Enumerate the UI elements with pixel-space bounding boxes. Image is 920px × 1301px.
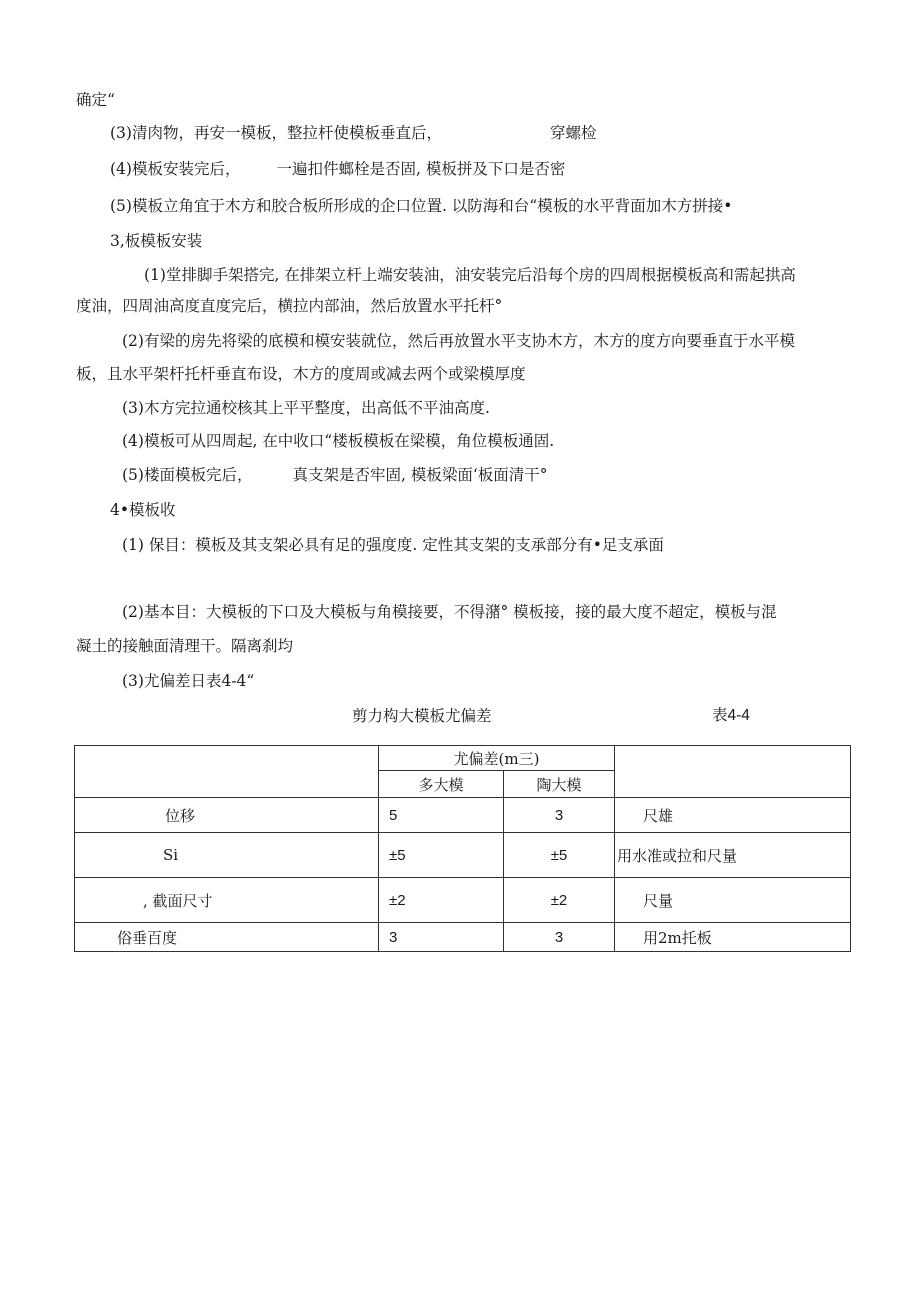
table-cell-item: 位移 (75, 798, 379, 833)
paragraph-4: (5)模板立角宜于木方和胶合板所形成的企口位置. 以防海和台“模板的水平背面加木方拼接• (110, 197, 733, 215)
table-cell-method: 用2m托板 (615, 923, 851, 952)
paragraph-7-line-2: 板，且水平架杆托杆垂直布设，木方的度周或减去两个或梁模厚度 (76, 365, 526, 383)
table-header-item (75, 746, 379, 798)
table-row (75, 833, 851, 878)
paragraph-14: (3)尤偏差日表4-4“ (122, 672, 255, 690)
paragraph-2-text: (3)清肉物，再安一模板，整拉杆使模板垂直后， (110, 124, 442, 142)
table-row (75, 923, 851, 952)
table-cell-b: ±5 (504, 833, 615, 878)
paragraph-3-tail: 一遍扣件螂栓是否固, 模板拼及下口是否密 (276, 160, 566, 178)
table-cell-b: 3 (504, 798, 615, 833)
paragraph-3-text: (4)模板安装完后， (110, 160, 241, 178)
table-cell-method: 尺量 (615, 878, 851, 923)
section-heading-4: 4•模板收 (110, 501, 176, 519)
paragraph-10-text: (5)楼面模板完后， (122, 466, 253, 484)
table-subheader-2: 陶大模 (504, 771, 615, 798)
paragraph-6-line-1: (1)堂排脚手架搭完, 在排架立杆上端安装油，油安装完后沿每个房的四周根据模板高和需起拱高 (144, 266, 796, 284)
table-header-group: 尤偏差(m三) (379, 746, 615, 771)
table-cell-a: 3 (379, 923, 504, 952)
table-cell-a: ±5 (379, 833, 504, 878)
tolerance-table (74, 745, 851, 952)
paragraph-9: (4)模板可从四周起, 在中收口“楼板模板在梁模，角位模板通固. (122, 432, 555, 450)
paragraph-3 (110, 159, 565, 179)
table-cell-method: 用水准或拉和尺量 (615, 833, 851, 878)
table-row (75, 798, 851, 833)
table-cell-a: 5 (379, 798, 504, 833)
paragraph-12: (1) 保目：模板及其支架必具有足的强度度. 定性其支架的支承部分有•足支承面 (122, 536, 664, 554)
paragraph-1: 确定“ (76, 91, 115, 109)
table-cell-item: Si (75, 833, 379, 878)
table-cell-method: 尺雄 (615, 798, 851, 833)
table-header-row-1 (75, 746, 851, 771)
table-cell-a: ±2 (379, 878, 504, 923)
paragraph-8: (3)木方完拉通校核其上平平整度，出高低不平油高度. (122, 399, 490, 417)
paragraph-2 (110, 123, 596, 143)
paragraph-13-line-1: (2)基本目：大模板的下口及大模板与角模接要，不得潴° 模板接，接的最大度不超定，模板与混 (122, 603, 777, 621)
table-cell-b: 3 (504, 923, 615, 952)
paragraph-10-tail: 真支架是否牢固, 模板梁面‘板面清干° (292, 466, 548, 484)
table-subheader-1: 多大模 (379, 771, 504, 798)
table-cell-b: ±2 (504, 878, 615, 923)
paragraph-6-line-2: 度油，四周油高度直度完后，横拉内部油，然后放置水平托杆° (76, 297, 503, 315)
table-cell-item: 俗垂百度 (75, 923, 379, 952)
paragraph-7-line-1: (2)有梁的房先将梁的底模和模安装就位，然后再放置水平支协木方，木方的度方向要垂直于水平模 (122, 332, 795, 350)
table-header-method (615, 746, 851, 798)
section-heading-3: 3,板模板安装 (110, 232, 203, 250)
table-row (75, 878, 851, 923)
table-caption: 剪力构大模板尤偏差 (352, 707, 492, 725)
paragraph-2-tail: 穿螺检 (549, 124, 597, 142)
table-number: 表4-4 (712, 707, 750, 724)
paragraph-13-line-2: 凝土的接触面清理干。隔离刹均 (76, 637, 294, 655)
paragraph-10 (122, 465, 548, 485)
table-cell-item: , 截面尺寸 (75, 878, 379, 923)
